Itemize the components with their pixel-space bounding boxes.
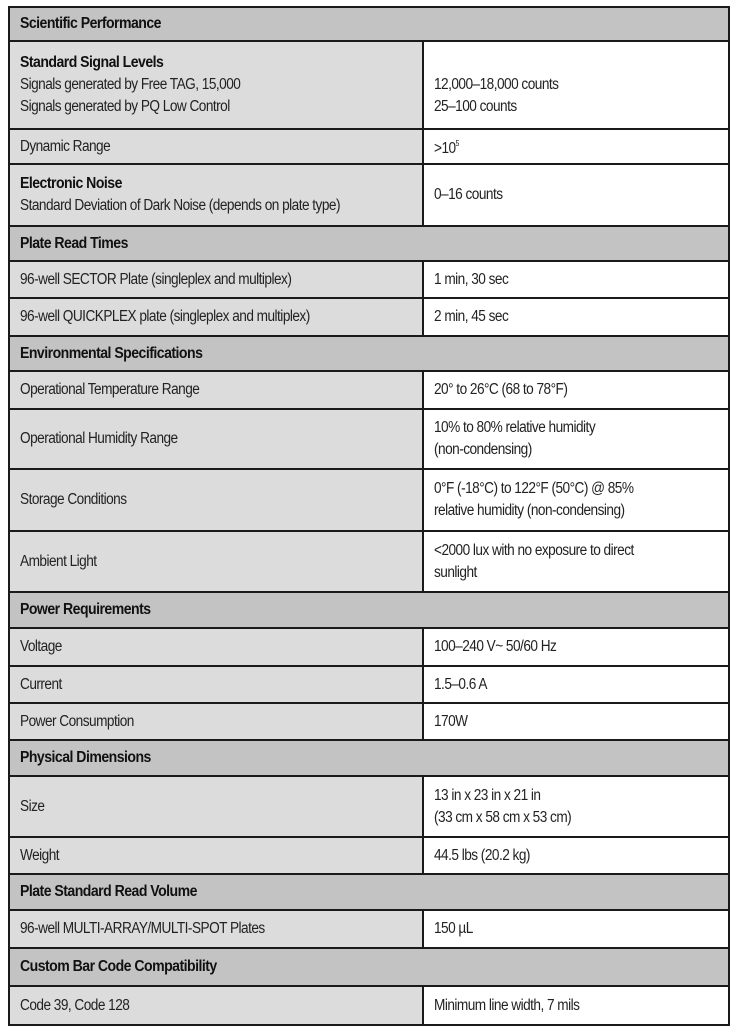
spec-label: Power Consumption [9,703,423,740]
spec-label: Weight [9,837,423,874]
spec-value: 170W [423,703,729,740]
spec-row-operational-temperature [9,371,729,409]
spec-label: Ambient Light [9,531,423,592]
spec-value [423,776,729,837]
spec-label: 96-well SECTOR Plate (singleplex and multiplex) [9,261,423,298]
spec-value-line: (non-condensing) [434,441,532,458]
spec-row-electronic-noise [9,164,729,226]
spec-label: Code 39, Code 128 [9,986,423,1025]
spec-value-exponent: 5 [455,139,459,148]
spec-value: 20° to 26°C (68 to 78°F) [423,371,729,409]
section-header-custom-bar-code-compatibility [9,948,729,986]
spec-label: Operational Temperature Range [9,371,423,409]
spec-row-storage-conditions [9,469,729,531]
spec-label-title: Electronic Noise [20,175,122,192]
spec-value [423,469,729,531]
section-header-plate-read-times [9,226,729,261]
spec-row-multi-array-plates [9,910,729,948]
spec-value: 44.5 lbs (20.2 kg) [423,837,729,874]
spec-row-quickplex-plate [9,298,729,336]
spec-value: 1.5–0.6 A [423,666,729,703]
spec-label-title: Standard Signal Levels [20,54,164,71]
spec-value: Minimum line width, 7 mils [423,986,729,1025]
spec-row-power-consumption [9,703,729,740]
spec-value: 2 min, 45 sec [423,298,729,336]
section-title: Plate Read Times [9,226,729,261]
spec-value [423,531,729,592]
spec-value [423,129,729,164]
section-header-power-requirements [9,592,729,628]
spec-value-line: relative humidity (non-condensing) [434,502,625,519]
spec-value-line: sunlight [434,563,477,581]
spec-value [423,41,729,129]
spec-row-weight [9,837,729,874]
spec-label: 96-well MULTI-ARRAY/MULTI-SPOT Plates [9,910,423,948]
specifications-table [8,6,730,1026]
section-header-plate-standard-read-volume [9,874,729,910]
spec-label: Current [9,666,423,703]
spec-row-standard-signal-levels [9,41,729,129]
spec-label-line: Standard Deviation of Dark Noise (depends on plate type) [20,197,340,214]
spec-row-ambient-light [9,531,729,592]
spec-label [9,164,423,226]
spec-label-line: Signals generated by PQ Low Control [20,98,230,115]
section-title: Environmental Specifications [9,336,729,371]
spec-row-voltage [9,628,729,666]
spec-row-sector-plate [9,261,729,298]
spec-row-current [9,666,729,703]
spec-value-line: (33 cm x 58 cm x 53 cm) [434,808,572,826]
spec-value-line: 12,000–18,000 counts [434,76,559,93]
spec-label [9,41,423,129]
spec-label: 96-well QUICKPLEX plate (singleplex and multiplex) [9,298,423,336]
spec-value [423,409,729,469]
section-title: Physical Dimensions [9,740,729,776]
spec-label: Dynamic Range [9,129,423,164]
spec-value-line: 13 in x 23 in x 21 in [434,786,541,804]
section-header-scientific-performance [9,7,729,41]
section-title: Scientific Performance [9,7,729,41]
spec-value: 100–240 V~ 50/60 Hz [423,628,729,666]
spec-value: 0–16 counts [423,164,729,226]
spec-label: Storage Conditions [9,469,423,531]
spec-value-line: 25–100 counts [434,98,517,115]
section-title: Power Requirements [9,592,729,628]
spec-label: Voltage [9,628,423,666]
spec-row-dynamic-range [9,129,729,164]
spec-row-operational-humidity [9,409,729,469]
spec-value-line: <2000 lux with no exposure to direct [434,541,634,559]
spec-label-line: Signals generated by Free TAG, 15,000 [20,76,241,93]
spec-value: 1 min, 30 sec [423,261,729,298]
spec-row-size [9,776,729,837]
spec-value-line: 0°F (-18°C) to 122°F (50°C) @ 85% [434,480,634,497]
section-title: Plate Standard Read Volume [9,874,729,910]
spec-row-bar-codes [9,986,729,1025]
spec-value: 150 µL [423,910,729,948]
spec-label: Operational Humidity Range [9,409,423,469]
section-header-physical-dimensions [9,740,729,776]
spec-label: Size [9,776,423,837]
spec-value-line: 10% to 80% relative humidity [434,419,596,436]
section-title: Custom Bar Code Compatibility [9,948,729,986]
section-header-environmental-specifications [9,336,729,371]
spec-value-base: >10 [434,140,456,157]
